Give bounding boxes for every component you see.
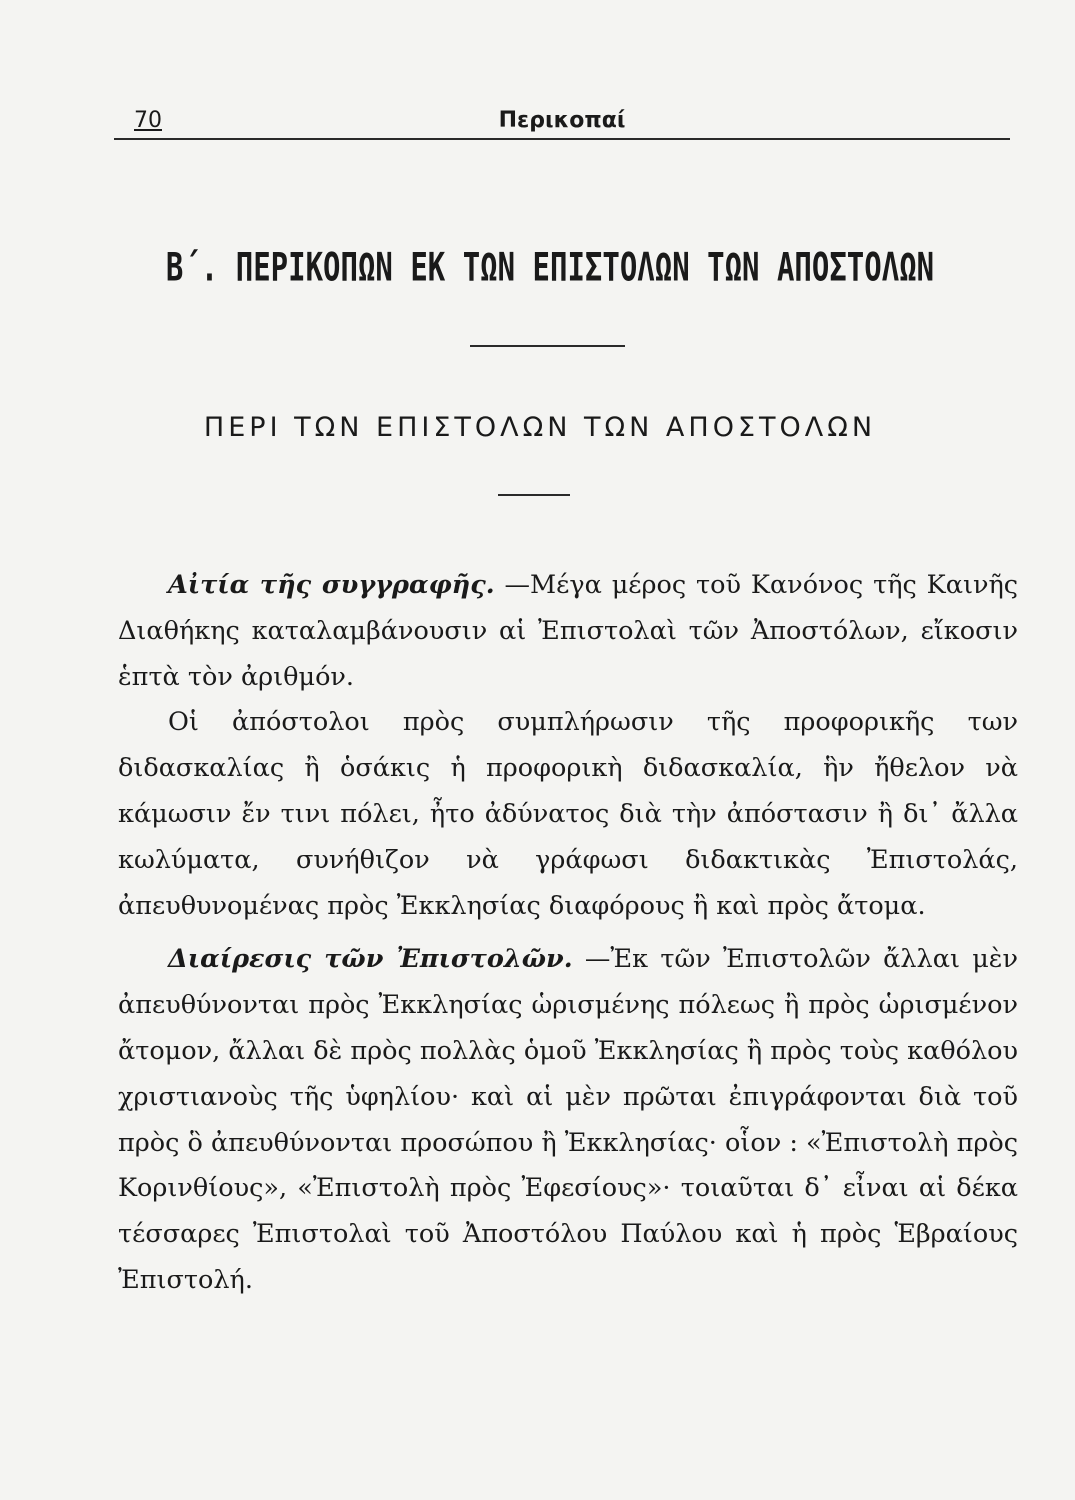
paragraph-text: —Μέγα μέρος τοῦ Κανόνος τῆς Καινῆς Διαθήκης καταλαμβάνουσιν αἱ Ἐπιστολαὶ τῶν Ἀποστόλων, εἴκοσιν ἑπτὰ τὸν ἀριθμόν. — [118, 570, 1019, 692]
divider-rule-short — [498, 494, 570, 496]
paragraph-text: —Ἐκ τῶν Ἐπιστολῶν ἄλλαι μὲν ἀπευθύνονται πρὸς Ἐκκλησίας ὡρισμένης πόλεως ἢ πρὸς ὡρισμένον ἄτομον, ἄλλαι δὲ πρὸς πολλὰς ὁμοῦ Ἐκκλησίας ἢ πρὸς τοὺς καθόλου χριστιανοὺς τῆς ὑφηλίου· καὶ αἱ μὲν πρῶται ἐπιγράφονται διὰ τοῦ πρὸς ὃ ἀπευθύνονται προσώπου ἢ Ἐκκλησίας· οἷον : «Ἐπιστολὴ πρὸς Κορινθίους», «Ἐπιστολὴ πρὸς Ἐφεσίους»· τοιαῦται δ᾽ εἶναι αἱ δέκα τέσσαρες Ἐπιστολαὶ τοῦ Ἀποστόλου Παύλου καὶ ἡ πρὸς Ἑβραίους Ἐπιστολή. — [118, 944, 1018, 1295]
paragraph-3 — [118, 937, 1018, 1303]
section-title: ΠΕΡΙ ΤΩΝ ΕΠΙΣΤΟΛΩΝ ΤΩΝ ΑΠΟΣΤΟΛΩΝ — [203, 412, 877, 443]
part-title: Β΄. ΠΕΡΙΚΟΠΩΝ ΕΚ ΤΩΝ ΕΠΙΣΤΟΛΩΝ ΤΩΝ ΑΠΟΣΤΟΛΩΝ — [165, 244, 935, 290]
paragraph-heading: Αἰτία τῆς συγγραφῆς. — [168, 570, 495, 600]
running-head — [114, 104, 1010, 140]
running-title: Περικοπαί — [498, 108, 626, 133]
divider-rule — [470, 345, 625, 347]
paragraph-1 — [118, 563, 1018, 700]
paragraph-heading: Διαίρεσις τῶν Ἐπιστολῶν. — [168, 944, 573, 975]
body-text — [118, 563, 1018, 1304]
page-number: 70 — [134, 108, 162, 133]
paragraph-text: Οἱ ἀπόστολοι πρὸς συμπλήρωσιν τῆς προφορικῆς των διδασκαλίας ἢ ὁσάκις ἡ προφορικὴ διδασκαλία, ἣν ἤθελον νὰ κάμωσιν ἔν τινι πόλει, ἦτο ἀδύνατος διὰ τὴν ἀπόστασιν ἢ δι᾽ ἄλλα κωλύματα, συνήθιζον νὰ γράφωσι διδακτικὰς Ἐπιστολάς, ἀπευθυνομένας πρὸς Ἐκκλησίας διαφόρους ἢ καὶ πρὸς ἄτομα. — [118, 707, 1018, 921]
paragraph-2 — [118, 700, 1018, 929]
